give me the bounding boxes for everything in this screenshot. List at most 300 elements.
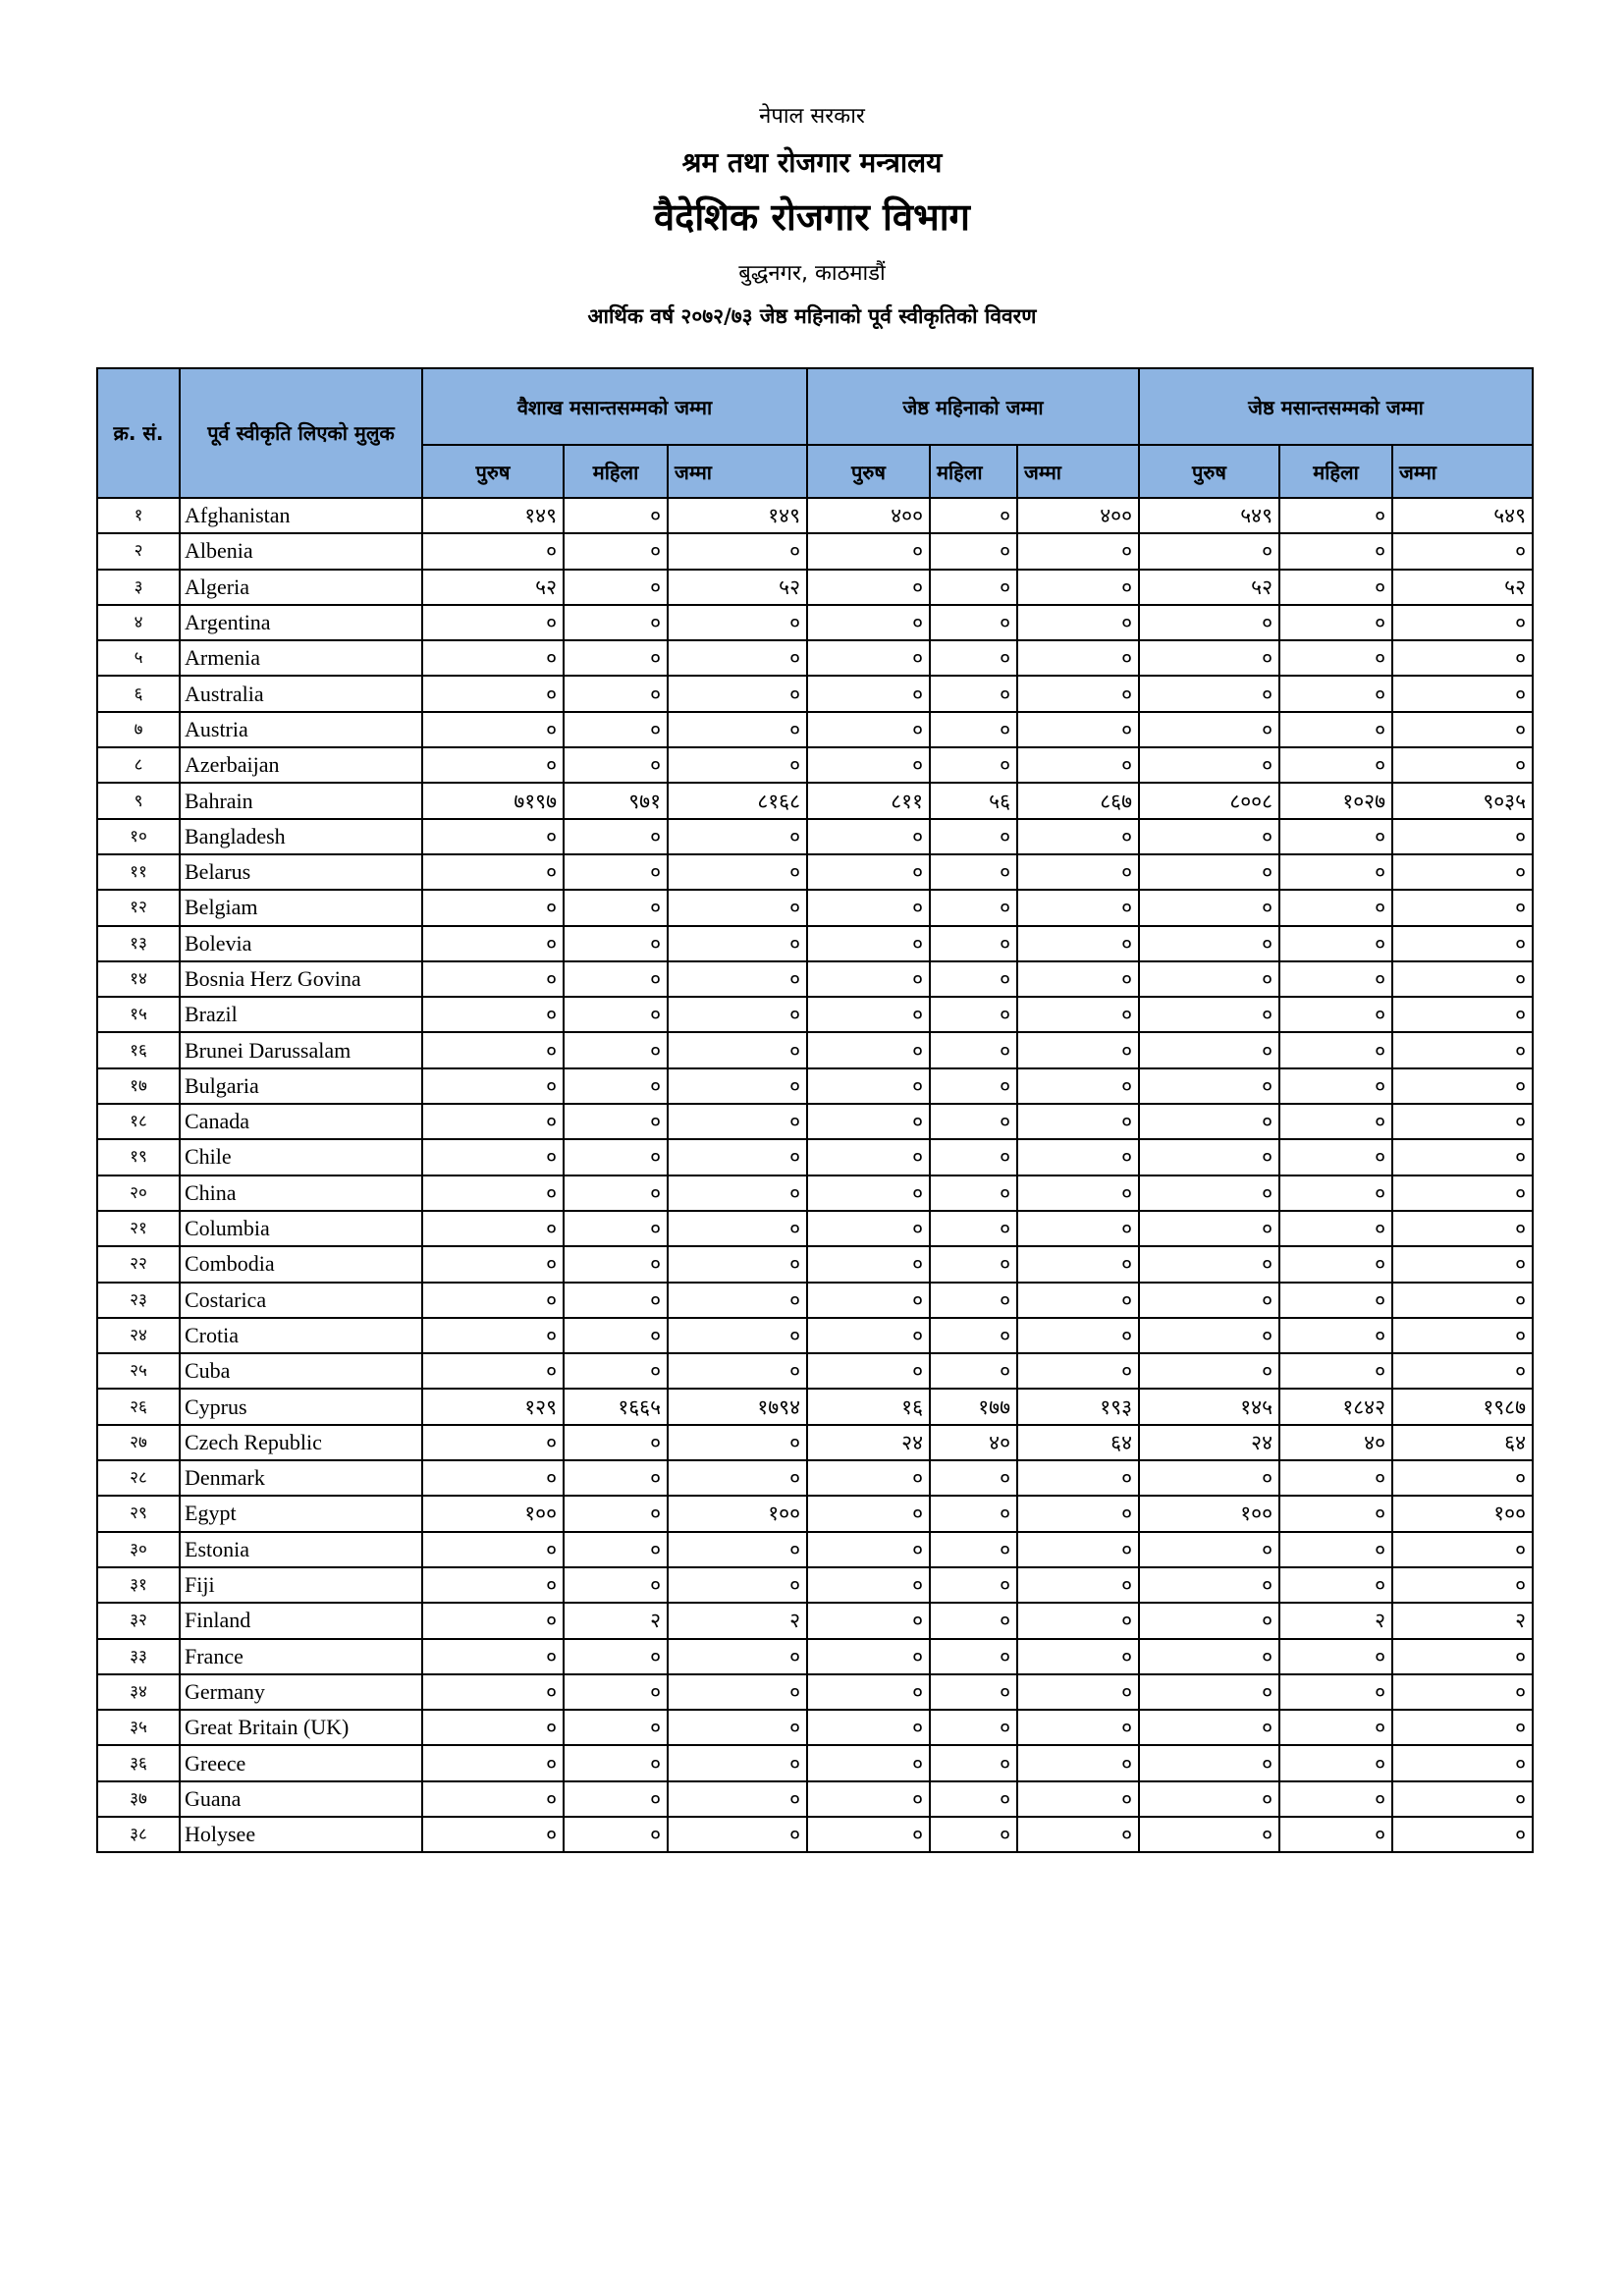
cumulative-total-cell: ० <box>1392 961 1533 997</box>
cumulative-total-cell: २ <box>1392 1603 1533 1638</box>
jestha-male-cell: ० <box>807 640 930 676</box>
country-cell: Czech Republic <box>180 1425 422 1460</box>
table-body <box>97 498 1533 1852</box>
table-row <box>97 1104 1533 1139</box>
jestha-female-cell: ० <box>930 1353 1017 1389</box>
country-cell: Brunei Darussalam <box>180 1032 422 1067</box>
jestha-female-cell: ० <box>930 1781 1017 1817</box>
jestha-total-cell: ० <box>1017 1211 1139 1246</box>
baishakh-female-cell: ९७१ <box>564 783 668 818</box>
office-address: बुद्धनगर, काठमाडौं <box>738 261 886 286</box>
jestha-female-cell: ० <box>930 1532 1017 1567</box>
jestha-total-cell: ० <box>1017 1139 1139 1175</box>
cumulative-male-cell: ० <box>1139 1460 1279 1496</box>
serial-number-cell: ३ <box>97 570 180 605</box>
cumulative-male-cell: ० <box>1139 1211 1279 1246</box>
cumulative-female-cell: ० <box>1279 1068 1392 1104</box>
ministry-name: श्रम तथा रोजगार मन्त्रालय <box>681 146 943 179</box>
jestha-female-cell: ० <box>930 926 1017 961</box>
table-header <box>97 368 1533 498</box>
cumulative-male-cell: ८००८ <box>1139 783 1279 818</box>
jestha-female-cell: ० <box>930 1567 1017 1603</box>
jestha-total-cell: ० <box>1017 676 1139 711</box>
jestha-total-cell: ० <box>1017 854 1139 890</box>
jestha-female-cell: ० <box>930 1639 1017 1674</box>
serial-number-cell: २८ <box>97 1460 180 1496</box>
serial-number-header: क्र. सं. <box>97 368 180 498</box>
jestha-female-cell: ० <box>930 676 1017 711</box>
cumulative-female-cell: ० <box>1279 1817 1392 1852</box>
baishakh-total-cell: ० <box>668 1460 807 1496</box>
baishakh-female-cell: ० <box>564 1068 668 1104</box>
cumulative-female-cell: ० <box>1279 1318 1392 1353</box>
table-row <box>97 712 1533 747</box>
country-cell: Denmark <box>180 1460 422 1496</box>
country-cell: Argentina <box>180 605 422 640</box>
jestha-total-cell: ० <box>1017 1104 1139 1139</box>
baishakh-female-cell: ० <box>564 570 668 605</box>
jestha-total-cell: ० <box>1017 605 1139 640</box>
baishakh-female-cell: ० <box>564 997 668 1032</box>
table-row <box>97 1353 1533 1389</box>
cumulative-male-cell: ० <box>1139 1817 1279 1852</box>
baishakh-total-cell: ० <box>668 1211 807 1246</box>
country-cell: Australia <box>180 676 422 711</box>
baishakh-total-cell: ० <box>668 1532 807 1567</box>
cumulative-female-cell: ० <box>1279 1246 1392 1282</box>
cumulative-female-cell: ० <box>1279 890 1392 925</box>
table-row <box>97 926 1533 961</box>
country-cell: France <box>180 1639 422 1674</box>
jestha-male-cell: ० <box>807 1032 930 1067</box>
cumulative-total-cell: ० <box>1392 1175 1533 1211</box>
jestha-total-cell: ६४ <box>1017 1425 1139 1460</box>
jestha-male-cell: ० <box>807 1710 930 1745</box>
jestha-female-cell: १७७ <box>930 1389 1017 1424</box>
cumulative-total-cell: ० <box>1392 1567 1533 1603</box>
baishakh-total-cell: ० <box>668 533 807 569</box>
country-cell: Afghanistan <box>180 498 422 533</box>
serial-number-cell: २ <box>97 533 180 569</box>
cumulative-total-cell: ० <box>1392 1781 1533 1817</box>
cumulative-male-cell: ० <box>1139 997 1279 1032</box>
baishakh-female-cell: ० <box>564 1175 668 1211</box>
cumulative-female-cell: ० <box>1279 1674 1392 1710</box>
country-cell: Great Britain (UK) <box>180 1710 422 1745</box>
serial-number-cell: २५ <box>97 1353 180 1389</box>
country-cell: Estonia <box>180 1532 422 1567</box>
baishakh-male-cell: ० <box>422 1139 564 1175</box>
table-row <box>97 1211 1533 1246</box>
country-cell: Holysee <box>180 1817 422 1852</box>
baishakh-total-cell: ० <box>668 1567 807 1603</box>
cumulative-male-cell: ० <box>1139 1745 1279 1780</box>
baishakh-total-cell: ० <box>668 1032 807 1067</box>
cumulative-female-cell: ० <box>1279 961 1392 997</box>
baishakh-male-cell: ० <box>422 854 564 890</box>
serial-number-cell: १ <box>97 498 180 533</box>
baishakh-female-cell: ० <box>564 712 668 747</box>
subheader-female: महिला <box>1279 445 1392 498</box>
baishakh-female-cell: ० <box>564 1817 668 1852</box>
baishakh-female-cell: २ <box>564 1603 668 1638</box>
country-cell: Guana <box>180 1781 422 1817</box>
cumulative-female-cell: ० <box>1279 1353 1392 1389</box>
serial-number-cell: १० <box>97 819 180 854</box>
baishakh-female-cell: १६६५ <box>564 1389 668 1424</box>
baishakh-female-cell: ० <box>564 1032 668 1067</box>
jestha-male-cell: ० <box>807 1246 930 1282</box>
jestha-total-cell: ४०० <box>1017 498 1139 533</box>
baishakh-total-cell: ० <box>668 1139 807 1175</box>
cumulative-male-cell: ० <box>1139 961 1279 997</box>
baishakh-male-cell: ० <box>422 712 564 747</box>
jestha-male-cell: ० <box>807 854 930 890</box>
cumulative-male-cell: ० <box>1139 819 1279 854</box>
cumulative-female-cell: ० <box>1279 498 1392 533</box>
country-cell: Fiji <box>180 1567 422 1603</box>
baishakh-female-cell: ० <box>564 1211 668 1246</box>
jestha-female-cell: ० <box>930 1175 1017 1211</box>
cumulative-total-cell: ५४९ <box>1392 498 1533 533</box>
serial-number-cell: १४ <box>97 961 180 997</box>
jestha-female-cell: ० <box>930 1674 1017 1710</box>
baishakh-male-cell: ० <box>422 676 564 711</box>
cumulative-female-cell: ० <box>1279 854 1392 890</box>
jestha-total-cell: ० <box>1017 1318 1139 1353</box>
jestha-male-cell: १६ <box>807 1389 930 1424</box>
cumulative-male-cell: ० <box>1139 1068 1279 1104</box>
baishakh-male-cell: ५२ <box>422 570 564 605</box>
cumulative-male-cell: ० <box>1139 1353 1279 1389</box>
serial-number-cell: ८ <box>97 747 180 783</box>
serial-number-cell: ५ <box>97 640 180 676</box>
jestha-total-cell: ० <box>1017 997 1139 1032</box>
country-cell: Belarus <box>180 854 422 890</box>
report-title: आर्थिक वर्ष २०७२/७३ जेष्ठ महिनाको पूर्व स्वीकृतिको विवरण <box>587 304 1037 328</box>
cumulative-total-cell: ० <box>1392 1639 1533 1674</box>
jestha-total-cell: ० <box>1017 1674 1139 1710</box>
baishakh-male-cell: ० <box>422 1068 564 1104</box>
table-row <box>97 640 1533 676</box>
serial-number-cell: ६ <box>97 676 180 711</box>
baishakh-male-cell: ० <box>422 1817 564 1852</box>
table-row <box>97 1567 1533 1603</box>
cumulative-female-cell: ० <box>1279 1283 1392 1318</box>
table-row <box>97 1781 1533 1817</box>
cumulative-total-cell: ० <box>1392 854 1533 890</box>
baishakh-total-cell: ० <box>668 1175 807 1211</box>
baishakh-female-cell: ० <box>564 1532 668 1567</box>
serial-number-cell: २४ <box>97 1318 180 1353</box>
country-cell: Austria <box>180 712 422 747</box>
serial-number-cell: ३६ <box>97 1745 180 1780</box>
baishakh-female-cell: ० <box>564 1567 668 1603</box>
baishakh-male-cell: ० <box>422 961 564 997</box>
table-row <box>97 961 1533 997</box>
table-row <box>97 1532 1533 1567</box>
country-cell: Bahrain <box>180 783 422 818</box>
table-row <box>97 1139 1533 1175</box>
country-cell: Egypt <box>180 1496 422 1531</box>
serial-number-cell: १९ <box>97 1139 180 1175</box>
baishakh-male-cell: ० <box>422 605 564 640</box>
baishakh-male-cell: १२९ <box>422 1389 564 1424</box>
jestha-female-cell: ५६ <box>930 783 1017 818</box>
serial-number-cell: १८ <box>97 1104 180 1139</box>
baishakh-total-cell: ० <box>668 1318 807 1353</box>
cumulative-male-cell: ० <box>1139 676 1279 711</box>
baishakh-total-cell: ० <box>668 1817 807 1852</box>
jestha-female-cell: ० <box>930 1496 1017 1531</box>
country-cell: Bosnia Herz Govina <box>180 961 422 997</box>
table-row <box>97 854 1533 890</box>
jestha-female-cell: ० <box>930 1032 1017 1067</box>
serial-number-cell: २७ <box>97 1425 180 1460</box>
table-row <box>97 1246 1533 1282</box>
baishakh-total-cell: ० <box>668 1639 807 1674</box>
baishakh-total-cell: २ <box>668 1603 807 1638</box>
jestha-male-cell: ० <box>807 1639 930 1674</box>
baishakh-female-cell: ० <box>564 926 668 961</box>
jestha-male-cell: ४०० <box>807 498 930 533</box>
table-row <box>97 605 1533 640</box>
table-row <box>97 1175 1533 1211</box>
jestha-male-cell: ० <box>807 961 930 997</box>
cumulative-total-cell: ० <box>1392 1318 1533 1353</box>
jestha-total-cell: ० <box>1017 1460 1139 1496</box>
cumulative-male-cell: ० <box>1139 533 1279 569</box>
cumulative-total-cell: ० <box>1392 1532 1533 1567</box>
jestha-male-cell: ० <box>807 1567 930 1603</box>
jestha-male-cell: ० <box>807 1781 930 1817</box>
baishakh-male-cell: ० <box>422 1674 564 1710</box>
jestha-total-cell: ० <box>1017 1781 1139 1817</box>
jestha-male-cell: ० <box>807 1175 930 1211</box>
serial-number-cell: १७ <box>97 1068 180 1104</box>
cumulative-male-cell: ५२ <box>1139 570 1279 605</box>
jestha-female-cell: ४० <box>930 1425 1017 1460</box>
baishakh-male-cell: १०० <box>422 1496 564 1531</box>
baishakh-male-cell: ० <box>422 1460 564 1496</box>
cumulative-female-cell: ० <box>1279 1710 1392 1745</box>
baishakh-male-cell: ० <box>422 1211 564 1246</box>
jestha-male-cell: ० <box>807 1674 930 1710</box>
cumulative-male-cell: ० <box>1139 926 1279 961</box>
jestha-male-cell: ० <box>807 1532 930 1567</box>
subheader-male: पुरुष <box>807 445 930 498</box>
group-header-baishakh: वैशाख मसान्तसम्मको जम्मा <box>422 368 807 445</box>
subheader-female: महिला <box>564 445 668 498</box>
cumulative-male-cell: ५४९ <box>1139 498 1279 533</box>
baishakh-female-cell: ० <box>564 1139 668 1175</box>
baishakh-female-cell: ० <box>564 747 668 783</box>
cumulative-female-cell: ० <box>1279 533 1392 569</box>
serial-number-cell: १२ <box>97 890 180 925</box>
baishakh-female-cell: ० <box>564 1104 668 1139</box>
table-row <box>97 1068 1533 1104</box>
cumulative-female-cell: ० <box>1279 926 1392 961</box>
baishakh-total-cell: ० <box>668 1674 807 1710</box>
jestha-female-cell: ० <box>930 747 1017 783</box>
jestha-total-cell: ० <box>1017 1532 1139 1567</box>
jestha-total-cell: ० <box>1017 1283 1139 1318</box>
jestha-female-cell: ० <box>930 533 1017 569</box>
subheader-total: जम्मा <box>1392 445 1533 498</box>
country-cell: Crotia <box>180 1318 422 1353</box>
baishakh-female-cell: ० <box>564 1283 668 1318</box>
jestha-female-cell: ० <box>930 1104 1017 1139</box>
cumulative-total-cell: ० <box>1392 747 1533 783</box>
baishakh-total-cell: ० <box>668 676 807 711</box>
jestha-male-cell: ० <box>807 1496 930 1531</box>
cumulative-total-cell: ० <box>1392 605 1533 640</box>
cumulative-total-cell: ० <box>1392 1032 1533 1067</box>
baishakh-female-cell: ० <box>564 1460 668 1496</box>
jestha-female-cell: ० <box>930 1817 1017 1852</box>
jestha-male-cell: ० <box>807 533 930 569</box>
country-header: पूर्व स्वीकृति लिएको मुलुक <box>180 368 422 498</box>
cumulative-total-cell: ० <box>1392 997 1533 1032</box>
table-row <box>97 1496 1533 1531</box>
jestha-male-cell: ० <box>807 712 930 747</box>
jestha-male-cell: ० <box>807 819 930 854</box>
cumulative-total-cell: ० <box>1392 1068 1533 1104</box>
jestha-female-cell: ० <box>930 570 1017 605</box>
subheader-female: महिला <box>930 445 1017 498</box>
baishakh-male-cell: ० <box>422 1532 564 1567</box>
baishakh-female-cell: ० <box>564 1496 668 1531</box>
table-row <box>97 1425 1533 1460</box>
serial-number-cell: ७ <box>97 712 180 747</box>
table-row <box>97 1603 1533 1638</box>
baishakh-male-cell: ० <box>422 1603 564 1638</box>
cumulative-total-cell: ० <box>1392 1246 1533 1282</box>
baishakh-male-cell: ० <box>422 1283 564 1318</box>
baishakh-male-cell: ० <box>422 926 564 961</box>
country-cell: Armenia <box>180 640 422 676</box>
baishakh-female-cell: ० <box>564 854 668 890</box>
cumulative-female-cell: ० <box>1279 640 1392 676</box>
jestha-female-cell: ० <box>930 1603 1017 1638</box>
baishakh-male-cell: ० <box>422 1639 564 1674</box>
baishakh-total-cell: ० <box>668 747 807 783</box>
cumulative-male-cell: ० <box>1139 712 1279 747</box>
jestha-female-cell: ० <box>930 961 1017 997</box>
cumulative-total-cell: १०० <box>1392 1496 1533 1531</box>
serial-number-cell: ३८ <box>97 1817 180 1852</box>
jestha-total-cell: ० <box>1017 533 1139 569</box>
table-row <box>97 1389 1533 1424</box>
cumulative-male-cell: ० <box>1139 1639 1279 1674</box>
baishakh-total-cell: ८१६८ <box>668 783 807 818</box>
country-cell: Algeria <box>180 570 422 605</box>
serial-number-cell: ३७ <box>97 1781 180 1817</box>
department-name: वैदेशिक रोजगार विभाग <box>654 195 970 239</box>
jestha-male-cell: ० <box>807 1318 930 1353</box>
cumulative-total-cell: ० <box>1392 712 1533 747</box>
cumulative-male-cell: ० <box>1139 1032 1279 1067</box>
cumulative-total-cell: ० <box>1392 676 1533 711</box>
pre-approval-table <box>96 367 1534 1853</box>
baishakh-total-cell: ० <box>668 1425 807 1460</box>
baishakh-male-cell: ० <box>422 1353 564 1389</box>
cumulative-female-cell: ० <box>1279 1639 1392 1674</box>
serial-number-cell: २३ <box>97 1283 180 1318</box>
group-header-jestha-cumulative: जेष्ठ मसान्तसम्मको जम्मा <box>1139 368 1533 445</box>
jestha-total-cell: ० <box>1017 819 1139 854</box>
baishakh-female-cell: ० <box>564 1318 668 1353</box>
jestha-female-cell: ० <box>930 498 1017 533</box>
cumulative-female-cell: ० <box>1279 819 1392 854</box>
country-cell: Cyprus <box>180 1389 422 1424</box>
baishakh-male-cell: ० <box>422 997 564 1032</box>
serial-number-cell: २६ <box>97 1389 180 1424</box>
baishakh-total-cell: ० <box>668 1781 807 1817</box>
table-row <box>97 1674 1533 1710</box>
country-cell: Germany <box>180 1674 422 1710</box>
cumulative-female-cell: ० <box>1279 1032 1392 1067</box>
baishakh-male-cell: १४९ <box>422 498 564 533</box>
cumulative-male-cell: ० <box>1139 1318 1279 1353</box>
baishakh-female-cell: ० <box>564 533 668 569</box>
subheader-male: पुरुष <box>422 445 564 498</box>
cumulative-male-cell: ० <box>1139 1603 1279 1638</box>
table-row <box>97 1283 1533 1318</box>
baishakh-total-cell: ० <box>668 1710 807 1745</box>
cumulative-male-cell: ० <box>1139 1567 1279 1603</box>
table-row <box>97 783 1533 818</box>
jestha-total-cell: ० <box>1017 1353 1139 1389</box>
jestha-total-cell: ० <box>1017 926 1139 961</box>
jestha-total-cell: ० <box>1017 1710 1139 1745</box>
country-cell: Greece <box>180 1745 422 1780</box>
table-row <box>97 819 1533 854</box>
baishakh-female-cell: ० <box>564 676 668 711</box>
subheader-total: जम्मा <box>668 445 807 498</box>
jestha-male-cell: ० <box>807 1068 930 1104</box>
cumulative-total-cell: ० <box>1392 1283 1533 1318</box>
cumulative-total-cell: १९८७ <box>1392 1389 1533 1424</box>
baishakh-female-cell: ० <box>564 1674 668 1710</box>
jestha-female-cell: ० <box>930 997 1017 1032</box>
serial-number-cell: १५ <box>97 997 180 1032</box>
cumulative-male-cell: ० <box>1139 1246 1279 1282</box>
jestha-total-cell: ० <box>1017 1567 1139 1603</box>
jestha-female-cell: ० <box>930 1246 1017 1282</box>
jestha-female-cell: ० <box>930 712 1017 747</box>
cumulative-female-cell: ० <box>1279 1139 1392 1175</box>
jestha-total-cell: ० <box>1017 1068 1139 1104</box>
jestha-female-cell: ० <box>930 1283 1017 1318</box>
country-cell: Costarica <box>180 1283 422 1318</box>
serial-number-cell: ११ <box>97 854 180 890</box>
baishakh-total-cell: ० <box>668 1283 807 1318</box>
baishakh-female-cell: ० <box>564 1781 668 1817</box>
baishakh-male-cell: ० <box>422 1781 564 1817</box>
jestha-total-cell: ० <box>1017 747 1139 783</box>
jestha-female-cell: ० <box>930 1139 1017 1175</box>
jestha-total-cell: १९३ <box>1017 1389 1139 1424</box>
table-row <box>97 533 1533 569</box>
baishakh-female-cell: ० <box>564 1246 668 1282</box>
jestha-female-cell: ० <box>930 605 1017 640</box>
jestha-male-cell: ० <box>807 676 930 711</box>
jestha-total-cell: ० <box>1017 1032 1139 1067</box>
jestha-female-cell: ० <box>930 1211 1017 1246</box>
jestha-total-cell: ० <box>1017 640 1139 676</box>
cumulative-female-cell: ० <box>1279 605 1392 640</box>
